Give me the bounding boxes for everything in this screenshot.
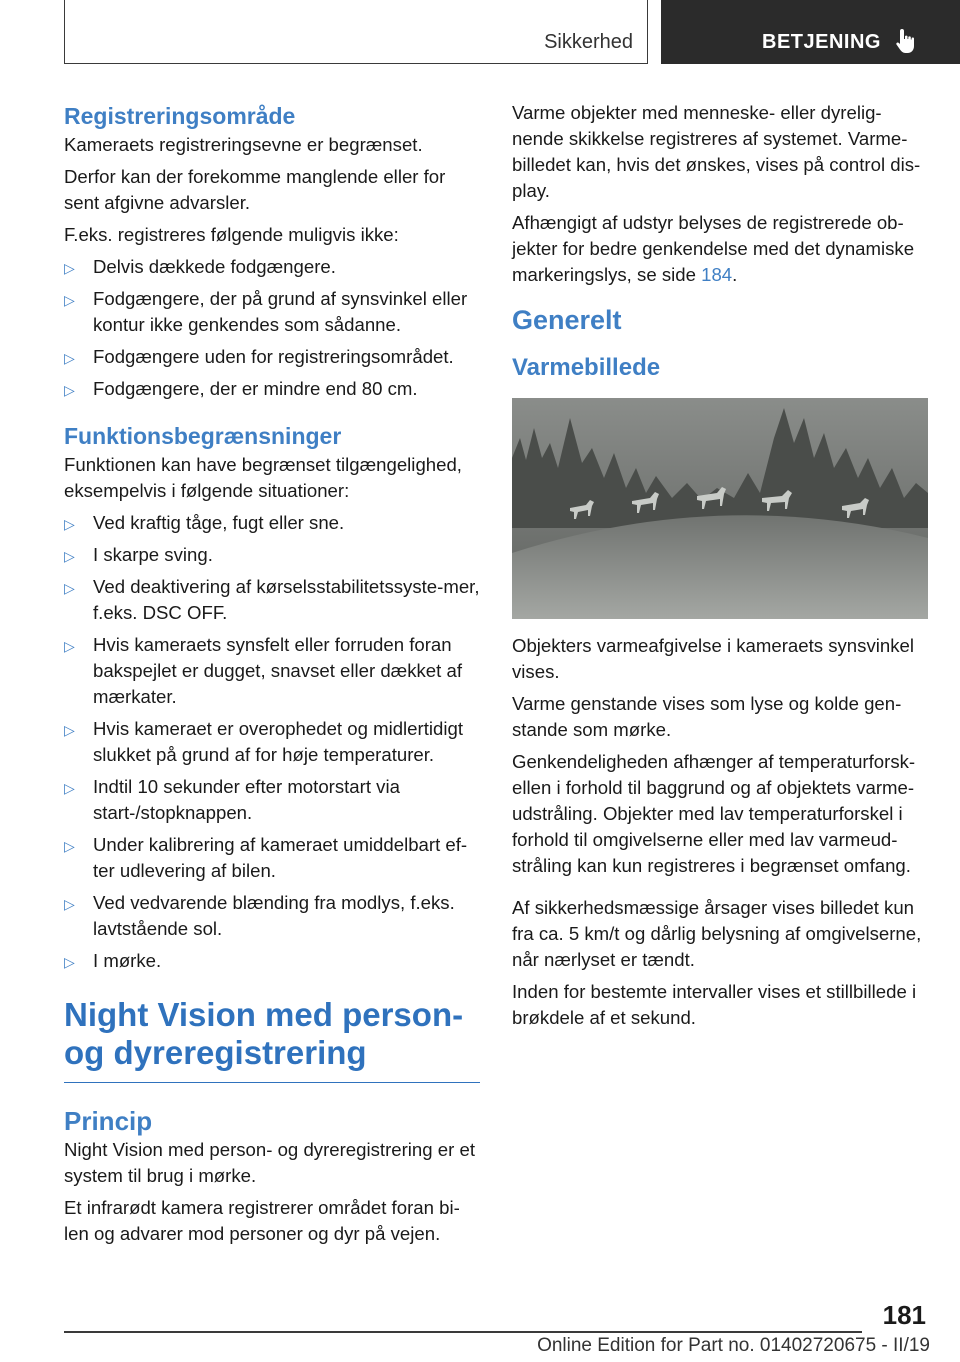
page-link-184[interactable]: 184 bbox=[701, 264, 733, 285]
list-item: ▷ I mørke. bbox=[64, 948, 480, 974]
triangle-bullet-icon: ▷ bbox=[64, 350, 75, 366]
triangle-bullet-icon: ▷ bbox=[64, 638, 75, 654]
triangle-bullet-icon: ▷ bbox=[64, 780, 75, 796]
list-item: ▷ Fodgængere, der på grund af synsvinkel eller kontur ikke genkendes som sådanne. bbox=[64, 288, 468, 335]
footer-edition: Online Edition for Part no. 01402720675 - II/19 bbox=[537, 1335, 930, 1356]
paragraph: F.eks. registreres følgende muligvis ikke: bbox=[64, 224, 399, 245]
paragraph: Objekters varmeafgivelse i kameraets synsvinkel vises. bbox=[512, 635, 914, 682]
paragraph: Kameraets registreringsevne er begrænset. bbox=[64, 134, 423, 155]
list-item: ▷ Indtil 10 sekunder efter motorstart via start-/stopknappen. bbox=[64, 776, 400, 823]
triangle-bullet-icon: ▷ bbox=[64, 292, 75, 308]
list-item: ▷ Delvis dækkede fodgængere. bbox=[64, 254, 480, 280]
paragraph: Varme objekter med menneske- eller dyrelig-nende skikkelse registreres af systemet. Varme-billedet kan, hvis det ønskes, vises på control dis-play. bbox=[512, 102, 921, 201]
bullet-list-limitations bbox=[64, 510, 480, 974]
heading-night-vision: Night Vision med person- og dyreregistrering bbox=[64, 996, 480, 1083]
paragraph: Af sikkerhedsmæssige årsager vises billedet kun fra ca. 5 km/t og dårlig belysning af omgivelserne, når nærlyset er tændt. bbox=[512, 897, 922, 970]
paragraph: Derfor kan der forekomme manglende eller for sent afgivne advarsler. bbox=[64, 166, 446, 213]
heading-varmebillede: Varmebillede bbox=[512, 354, 661, 381]
paragraph: Inden for bestemte intervaller vises et stillbillede i brøkdele af et sekund. bbox=[512, 981, 917, 1028]
header-chapter-title: BETJENING bbox=[762, 31, 881, 53]
heading-registreringsomraade: Registreringsområde bbox=[64, 103, 296, 129]
bullet-list-detection bbox=[64, 254, 480, 402]
right-column bbox=[512, 100, 928, 1037]
triangle-bullet-icon: ▷ bbox=[64, 580, 75, 596]
triangle-bullet-icon: ▷ bbox=[64, 516, 75, 532]
list-item: ▷ Ved kraftig tåge, fugt eller sne. bbox=[64, 510, 480, 536]
paragraph: Afhængigt af udstyr belyses de registrerede ob-jekter for bedre genkendelse med det dynamiske markeringslys, se side 184. bbox=[512, 212, 915, 285]
thermal-image-illustration bbox=[512, 398, 928, 619]
list-item: ▷ Under kalibrering af kameraet umiddelbart ef-ter udlevering af bilen. bbox=[64, 834, 468, 881]
header-section-title: Sikkerhed bbox=[544, 31, 633, 53]
triangle-bullet-icon: ▷ bbox=[64, 722, 75, 738]
heading-generelt: Generelt bbox=[512, 305, 622, 335]
triangle-bullet-icon: ▷ bbox=[64, 954, 75, 970]
list-item: ▷ Ved vedvarende blænding fra modlys, f.eks. lavtstående sol. bbox=[64, 892, 455, 939]
page-number: 181 bbox=[882, 1300, 926, 1330]
footer-divider bbox=[64, 1331, 862, 1333]
paragraph: Genkendeligheden afhænger af temperaturforsk-ellen i forhold til baggrund og af objektets varme-udstråling. Objekter med lav temperaturforskel i forhold til omgivelserne eller med lav varmeud-stråling kan kun registreres i begrænset omfang. bbox=[512, 751, 916, 876]
list-item: ▷ Fodgængere uden for registreringsområdet. bbox=[64, 344, 480, 370]
header-section-box bbox=[64, 0, 648, 64]
triangle-bullet-icon: ▷ bbox=[64, 548, 75, 564]
paragraph: Et infrarødt kamera registrerer området foran bi-len og advarer mod personer og dyr på vejen. bbox=[64, 1197, 460, 1244]
paragraph: Varme genstande vises som lyse og kolde gen-stande som mørke. bbox=[512, 693, 902, 740]
heading-princip: Princip bbox=[64, 1106, 153, 1136]
pointing-hand-icon bbox=[892, 26, 922, 56]
paragraph: Funktionen kan have begrænset tilgængelighed, eksempelvis i følgende situationer: bbox=[64, 454, 462, 501]
list-item: ▷ Hvis kameraet er overophedet og midlertidigt slukket på grund af for høje temperaturer. bbox=[64, 718, 463, 765]
list-item: ▷ I skarpe sving. bbox=[64, 542, 480, 568]
heading-funktionsbegraensninger: Funktionsbegrænsninger bbox=[64, 423, 342, 449]
list-item: ▷ Ved deaktivering af kørselsstabilitetssyste-mer, f.eks. DSC OFF. bbox=[64, 576, 480, 623]
triangle-bullet-icon: ▷ bbox=[64, 896, 75, 912]
list-item: ▷ Fodgængere, der er mindre end 80 cm. bbox=[64, 376, 480, 402]
left-column bbox=[64, 100, 480, 1253]
triangle-bullet-icon: ▷ bbox=[64, 260, 75, 276]
list-item: ▷ Hvis kameraets synsfelt eller forruden foran bakspejlet er dugget, snavset eller dækket af mærkater. bbox=[64, 634, 462, 707]
paragraph: Night Vision med person- og dyreregistrering er et system til brug i mørke. bbox=[64, 1139, 475, 1186]
triangle-bullet-icon: ▷ bbox=[64, 382, 75, 398]
triangle-bullet-icon: ▷ bbox=[64, 838, 75, 854]
